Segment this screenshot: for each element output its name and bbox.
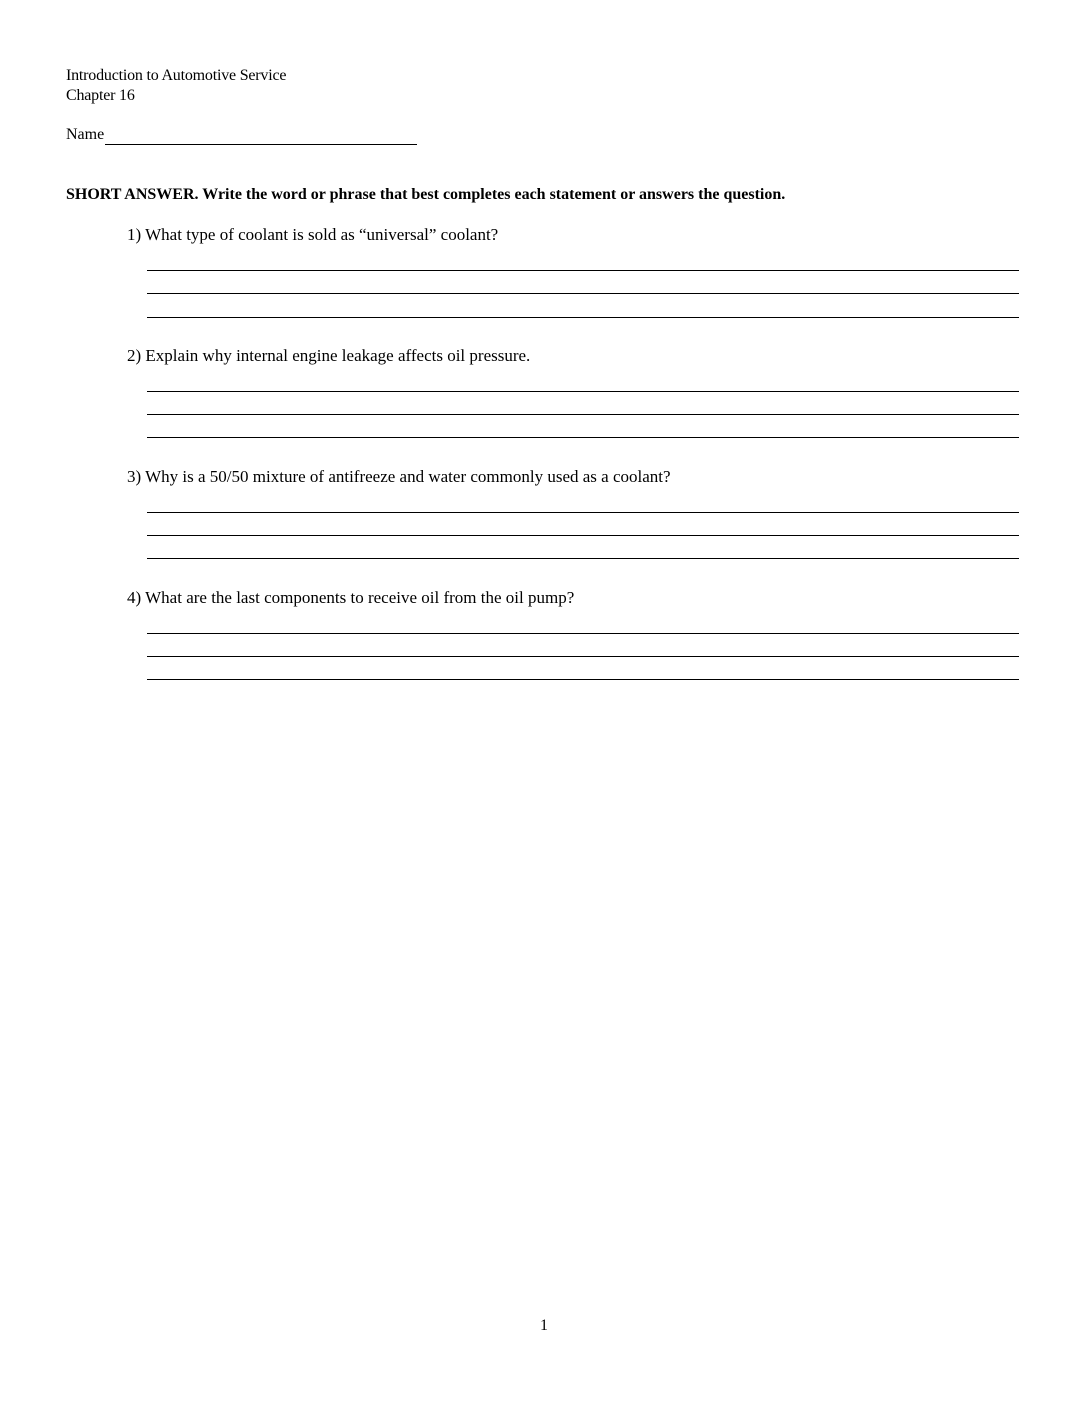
answer-line[interactable] [147,535,1019,536]
answer-line[interactable] [147,558,1019,559]
answer-line[interactable] [147,317,1019,318]
section-instructions: SHORT ANSWER. Write the word or phrase that best completes each statement or answers the question. [66,186,786,203]
answer-line[interactable] [147,437,1019,438]
answer-line[interactable] [147,414,1019,415]
question-text: What type of coolant is sold as “universal” coolant? [145,225,499,244]
name-label: Name [66,126,105,143]
question-text: What are the last components to receive oil from the oil pump? [145,588,575,607]
chapter-label: Chapter 16 [66,87,135,104]
answer-line[interactable] [147,512,1019,513]
answer-line[interactable] [147,270,1019,271]
answer-line[interactable] [147,633,1019,634]
question-1 [127,224,498,246]
answer-line[interactable] [147,656,1019,657]
question-text: Explain why internal engine leakage affects oil pressure. [145,346,531,365]
course-title: Introduction to Automotive Service [66,67,287,84]
answer-line[interactable] [147,391,1019,392]
question-number: 3) [127,467,142,486]
name-blank-line[interactable] [105,126,417,145]
question-text: Why is a 50/50 mixture of antifreeze and water commonly used as a coolant? [145,467,671,486]
question-number: 2) [127,346,142,365]
answer-line[interactable] [147,293,1019,294]
name-field-row [66,125,417,145]
question-2 [127,345,530,367]
question-number: 1) [127,225,142,244]
question-3 [127,466,671,488]
page-number: 1 [540,1317,548,1334]
question-4 [127,587,574,609]
question-number: 4) [127,588,142,607]
answer-line[interactable] [147,679,1019,680]
